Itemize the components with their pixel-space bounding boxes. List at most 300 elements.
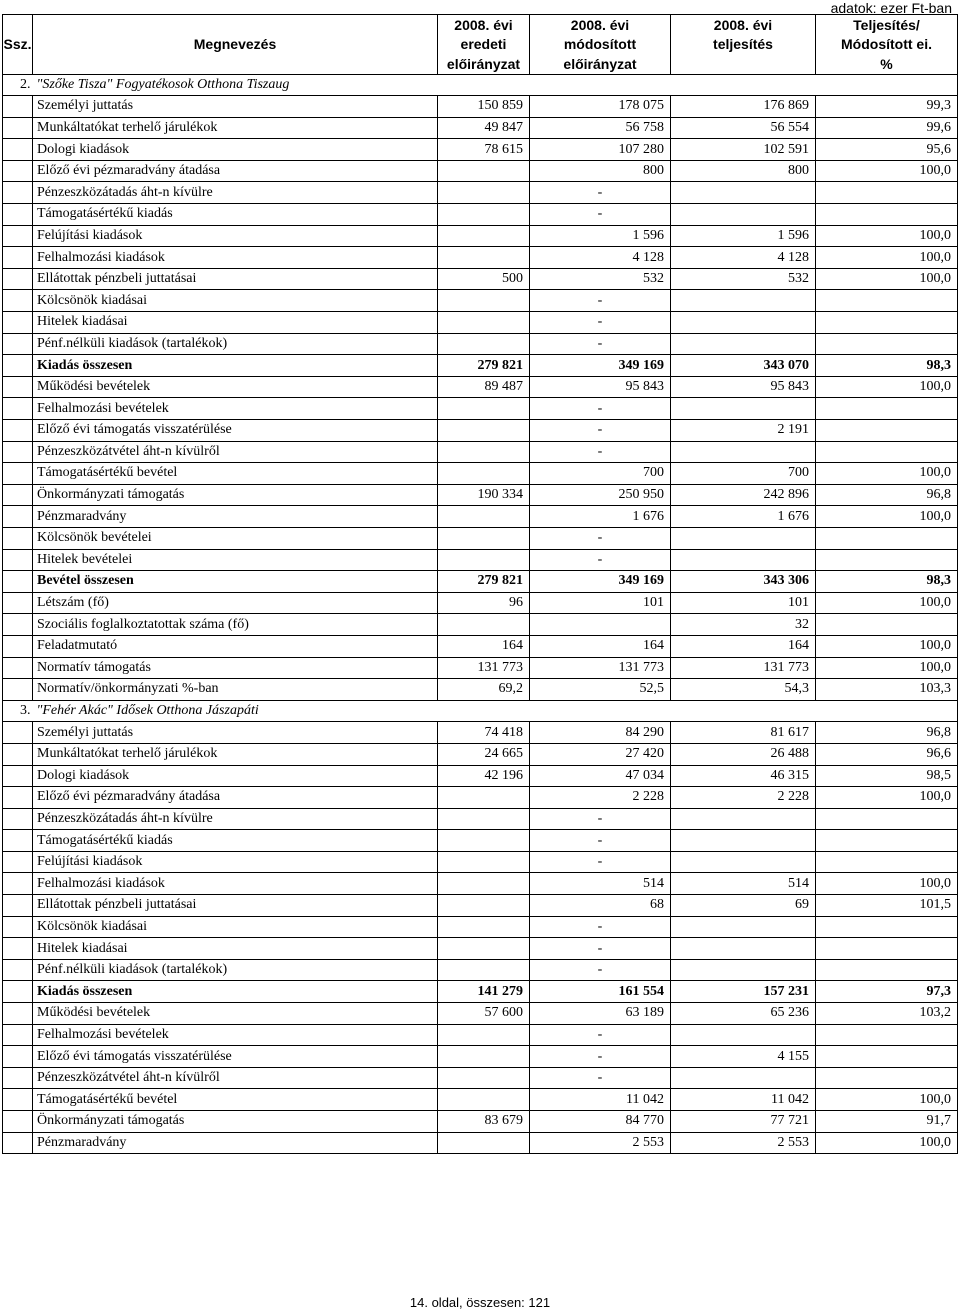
value-original: 190 334 [438, 484, 530, 506]
value-actual [671, 808, 816, 830]
value-actual [671, 851, 816, 873]
value-modified: - [530, 1046, 671, 1068]
value-percent [816, 938, 958, 960]
row-ssz-cell [3, 420, 33, 442]
header-name: Megnevezés [33, 35, 438, 55]
table-row [3, 1111, 958, 1133]
value-modified: 532 [530, 268, 671, 290]
row-ssz-cell [3, 657, 33, 679]
table-row [3, 312, 958, 334]
value-percent: 100,0 [816, 376, 958, 398]
table-row [3, 139, 958, 161]
value-modified: - [530, 420, 671, 442]
unit-note: adatok: ezer Ft-ban [830, 0, 952, 16]
header-col1-line2: eredeti [438, 35, 530, 55]
value-original: 141 279 [438, 981, 530, 1003]
value-actual: 77 721 [671, 1111, 816, 1133]
table-row [3, 592, 958, 614]
row-ssz-cell [3, 549, 33, 571]
value-modified: 2 228 [530, 787, 671, 809]
value-original: 74 418 [438, 722, 530, 744]
value-actual: 157 231 [671, 981, 816, 1003]
value-actual: 2 228 [671, 787, 816, 809]
row-ssz-cell [3, 916, 33, 938]
table-row [3, 981, 958, 1003]
value-original: 500 [438, 268, 530, 290]
row-name: Kiadás összesen [33, 355, 438, 377]
row-ssz-cell [3, 160, 33, 182]
value-modified: - [530, 527, 671, 549]
row-name: Támogatásértékű bevétel [33, 1089, 438, 1111]
value-modified: 161 554 [530, 981, 671, 1003]
value-original [438, 247, 530, 269]
value-modified: - [530, 959, 671, 981]
value-modified: 4 128 [530, 247, 671, 269]
value-percent [816, 398, 958, 420]
table-row [3, 959, 958, 981]
section-title: "Fehér Akác" Idősek Otthona Jászapáti [33, 700, 958, 722]
value-original [438, 1046, 530, 1068]
table-row [3, 873, 958, 895]
value-modified: - [530, 333, 671, 355]
value-percent: 100,0 [816, 268, 958, 290]
value-percent [816, 1024, 958, 1046]
row-ssz-cell [3, 290, 33, 312]
section-number: 2. [3, 74, 33, 96]
value-percent: 98,3 [816, 355, 958, 377]
value-actual [671, 204, 816, 226]
row-name: Előző évi támogatás visszatérülése [33, 420, 438, 442]
row-ssz-cell [3, 1111, 33, 1133]
table-row [3, 398, 958, 420]
header-col2-line2: módosított [530, 35, 671, 55]
table-row [3, 851, 958, 873]
value-percent: 101,5 [816, 895, 958, 917]
row-name: Normatív/önkormányzati %-ban [33, 679, 438, 701]
value-modified: 84 290 [530, 722, 671, 744]
value-original: 57 600 [438, 1003, 530, 1025]
value-actual [671, 549, 816, 571]
row-ssz-cell [3, 117, 33, 139]
value-modified: - [530, 808, 671, 830]
row-ssz-cell [3, 96, 33, 118]
value-modified: 349 169 [530, 571, 671, 593]
row-ssz-cell [3, 247, 33, 269]
value-modified: 95 843 [530, 376, 671, 398]
header-col3-line1: 2008. évi [671, 15, 816, 35]
value-original: 89 487 [438, 376, 530, 398]
row-name: Szociális foglalkoztatottak száma (fő) [33, 614, 438, 636]
row-ssz-cell [3, 1067, 33, 1089]
row-name: Felhalmozási kiadások [33, 873, 438, 895]
value-original [438, 506, 530, 528]
value-original [438, 420, 530, 442]
value-percent: 100,0 [816, 592, 958, 614]
table-row [3, 765, 958, 787]
value-percent [816, 333, 958, 355]
value-original: 69,2 [438, 679, 530, 701]
value-modified: 2 553 [530, 1132, 671, 1154]
table-row [3, 635, 958, 657]
value-percent [816, 959, 958, 981]
row-name: Pénf.nélküli kiadások (tartalékok) [33, 333, 438, 355]
table-row [3, 830, 958, 852]
value-original [438, 1089, 530, 1111]
table-row [3, 333, 958, 355]
row-ssz-cell [3, 376, 33, 398]
header-col1-line3: előirányzat [438, 54, 530, 74]
value-percent [816, 916, 958, 938]
row-name: Feladatmutató [33, 635, 438, 657]
value-original [438, 398, 530, 420]
value-actual [671, 830, 816, 852]
row-name: Hitelek kiadásai [33, 938, 438, 960]
table-row [3, 527, 958, 549]
value-actual: 532 [671, 268, 816, 290]
row-name: Pénf.nélküli kiadások (tartalékok) [33, 959, 438, 981]
row-name: Támogatásértékű kiadás [33, 830, 438, 852]
table-body [3, 74, 958, 1154]
value-actual: 65 236 [671, 1003, 816, 1025]
row-ssz-cell [3, 484, 33, 506]
value-modified: - [530, 182, 671, 204]
value-percent: 96,6 [816, 743, 958, 765]
value-modified: - [530, 938, 671, 960]
value-percent [816, 204, 958, 226]
row-name: Önkormányzati támogatás [33, 484, 438, 506]
value-actual: 131 773 [671, 657, 816, 679]
section-number: 3. [3, 700, 33, 722]
value-percent [816, 808, 958, 830]
header-col3-line2: teljesítés [671, 35, 816, 55]
row-name: Létszám (fő) [33, 592, 438, 614]
row-ssz-cell [3, 355, 33, 377]
table-row [3, 441, 958, 463]
value-original [438, 873, 530, 895]
row-ssz-cell [3, 808, 33, 830]
section-header-row [3, 700, 958, 722]
row-ssz-cell [3, 1046, 33, 1068]
row-ssz-cell [3, 225, 33, 247]
row-name: Felújítási kiadások [33, 225, 438, 247]
row-ssz-cell [3, 592, 33, 614]
value-original: 279 821 [438, 571, 530, 593]
value-actual [671, 1067, 816, 1089]
header-col2-line1: 2008. évi [530, 15, 671, 35]
header-col4-line2: Módosított ei. [816, 35, 958, 55]
value-actual [671, 312, 816, 334]
row-name: Dologi kiadások [33, 765, 438, 787]
value-original: 49 847 [438, 117, 530, 139]
value-actual: 1 676 [671, 506, 816, 528]
table-row [3, 916, 958, 938]
row-name: Bevétel összesen [33, 571, 438, 593]
value-modified: 101 [530, 592, 671, 614]
row-ssz-cell [3, 938, 33, 960]
row-name: Előző évi pézmaradvány átadása [33, 160, 438, 182]
value-percent [816, 527, 958, 549]
section-title: "Szőke Tisza" Fogyatékosok Otthona Tiszaug [33, 74, 958, 96]
row-ssz-cell [3, 527, 33, 549]
value-percent: 100,0 [816, 225, 958, 247]
value-modified: 131 773 [530, 657, 671, 679]
row-name: Személyi juttatás [33, 722, 438, 744]
value-original [438, 614, 530, 636]
value-actual [671, 938, 816, 960]
value-percent: 99,6 [816, 117, 958, 139]
table-row [3, 247, 958, 269]
value-original [438, 549, 530, 571]
table-row [3, 160, 958, 182]
value-percent: 100,0 [816, 463, 958, 485]
value-modified: 349 169 [530, 355, 671, 377]
row-ssz-cell [3, 1132, 33, 1154]
value-actual: 514 [671, 873, 816, 895]
value-percent: 100,0 [816, 506, 958, 528]
row-ssz-cell [3, 959, 33, 981]
value-original [438, 938, 530, 960]
row-ssz-cell [3, 830, 33, 852]
value-percent: 91,7 [816, 1111, 958, 1133]
table-row [3, 571, 958, 593]
table-row [3, 96, 958, 118]
header-ssz-blank-3 [3, 54, 33, 74]
value-actual [671, 527, 816, 549]
table-row [3, 1003, 958, 1025]
value-original: 131 773 [438, 657, 530, 679]
value-modified: - [530, 290, 671, 312]
value-actual: 56 554 [671, 117, 816, 139]
row-name: Pénzeszközátvétel áht-n kívülről [33, 441, 438, 463]
table-row [3, 614, 958, 636]
row-name: Felhalmozási kiadások [33, 247, 438, 269]
row-name: Ellátottak pénzbeli juttatásai [33, 895, 438, 917]
value-percent [816, 290, 958, 312]
row-name: Pénzeszközátvétel áht-n kívülről [33, 1067, 438, 1089]
value-original [438, 441, 530, 463]
row-name: Személyi juttatás [33, 96, 438, 118]
header-ssz-blank [3, 15, 33, 35]
value-actual: 11 042 [671, 1089, 816, 1111]
value-modified: 11 042 [530, 1089, 671, 1111]
value-actual: 700 [671, 463, 816, 485]
row-name: Támogatásértékű kiadás [33, 204, 438, 226]
value-actual: 102 591 [671, 139, 816, 161]
table-row [3, 117, 958, 139]
row-ssz-cell [3, 506, 33, 528]
value-modified: 107 280 [530, 139, 671, 161]
value-percent: 96,8 [816, 484, 958, 506]
value-percent: 95,6 [816, 139, 958, 161]
value-percent: 100,0 [816, 787, 958, 809]
row-ssz-cell [3, 981, 33, 1003]
header-col4-line1: Teljesítés/ [816, 15, 958, 35]
value-actual: 81 617 [671, 722, 816, 744]
value-original: 83 679 [438, 1111, 530, 1133]
row-name: Munkáltatókat terhelő járulékok [33, 743, 438, 765]
value-original: 42 196 [438, 765, 530, 787]
value-actual: 343 306 [671, 571, 816, 593]
value-actual: 176 869 [671, 96, 816, 118]
value-percent: 100,0 [816, 635, 958, 657]
row-name: Előző évi támogatás visszatérülése [33, 1046, 438, 1068]
value-original [438, 1132, 530, 1154]
value-original: 78 615 [438, 139, 530, 161]
row-name: Ellátottak pénzbeli juttatásai [33, 268, 438, 290]
table-row [3, 657, 958, 679]
value-modified: - [530, 851, 671, 873]
row-ssz-cell [3, 635, 33, 657]
row-ssz-cell [3, 1003, 33, 1025]
value-actual: 54,3 [671, 679, 816, 701]
table-row [3, 549, 958, 571]
row-name: Támogatásértékű bevétel [33, 463, 438, 485]
row-name: Hitelek bevételei [33, 549, 438, 571]
value-modified: 68 [530, 895, 671, 917]
table-row [3, 679, 958, 701]
row-ssz-cell [3, 312, 33, 334]
value-percent [816, 830, 958, 852]
table-row [3, 1024, 958, 1046]
value-modified: 514 [530, 873, 671, 895]
value-modified: - [530, 441, 671, 463]
row-name: Felhalmozási bevételek [33, 398, 438, 420]
value-modified: 164 [530, 635, 671, 657]
row-ssz-cell [3, 333, 33, 355]
row-ssz-cell [3, 895, 33, 917]
table-row [3, 204, 958, 226]
row-ssz-cell [3, 765, 33, 787]
row-ssz-cell [3, 1089, 33, 1111]
value-modified: 800 [530, 160, 671, 182]
table-row [3, 1089, 958, 1111]
value-percent [816, 851, 958, 873]
row-name: Pénzmaradvány [33, 1132, 438, 1154]
value-original: 279 821 [438, 355, 530, 377]
row-ssz-cell [3, 204, 33, 226]
table-row [3, 225, 958, 247]
value-percent: 100,0 [816, 657, 958, 679]
value-original [438, 160, 530, 182]
value-percent [816, 312, 958, 334]
row-name: Működési bevételek [33, 1003, 438, 1025]
row-name: Kölcsönök kiadásai [33, 916, 438, 938]
value-modified: 63 189 [530, 1003, 671, 1025]
row-ssz-cell [3, 722, 33, 744]
row-name: Pénzmaradvány [33, 506, 438, 528]
value-original [438, 1024, 530, 1046]
value-original: 24 665 [438, 743, 530, 765]
row-ssz-cell [3, 614, 33, 636]
value-actual: 2 553 [671, 1132, 816, 1154]
value-percent: 97,3 [816, 981, 958, 1003]
row-ssz-cell [3, 398, 33, 420]
value-modified [530, 614, 671, 636]
table-row [3, 420, 958, 442]
row-ssz-cell [3, 873, 33, 895]
table-row [3, 463, 958, 485]
value-modified: 27 420 [530, 743, 671, 765]
header-name-blank-3 [33, 54, 438, 74]
value-original [438, 851, 530, 873]
row-ssz-cell [3, 463, 33, 485]
value-actual: 32 [671, 614, 816, 636]
value-percent: 100,0 [816, 1089, 958, 1111]
value-modified: 1 676 [530, 506, 671, 528]
table-row [3, 722, 958, 744]
row-ssz-cell [3, 743, 33, 765]
value-original [438, 204, 530, 226]
value-actual [671, 441, 816, 463]
value-percent: 100,0 [816, 873, 958, 895]
value-actual: 4 128 [671, 247, 816, 269]
value-original [438, 830, 530, 852]
row-ssz-cell [3, 679, 33, 701]
table-row [3, 1132, 958, 1154]
row-name: Felújítási kiadások [33, 851, 438, 873]
table-row [3, 506, 958, 528]
value-original [438, 808, 530, 830]
value-actual: 1 596 [671, 225, 816, 247]
row-ssz-cell [3, 787, 33, 809]
value-percent [816, 549, 958, 571]
row-ssz-cell [3, 851, 33, 873]
header-name-blank [33, 15, 438, 35]
value-modified: - [530, 549, 671, 571]
value-percent: 100,0 [816, 1132, 958, 1154]
row-name: Felhalmozási bevételek [33, 1024, 438, 1046]
value-original [438, 527, 530, 549]
value-modified: 52,5 [530, 679, 671, 701]
value-original [438, 290, 530, 312]
value-actual: 2 191 [671, 420, 816, 442]
header-col3-line3 [671, 54, 816, 74]
row-ssz-cell [3, 268, 33, 290]
value-original [438, 333, 530, 355]
table-row [3, 1067, 958, 1089]
table-row [3, 938, 958, 960]
row-name: Kölcsönök kiadásai [33, 290, 438, 312]
value-actual: 164 [671, 635, 816, 657]
value-percent: 103,2 [816, 1003, 958, 1025]
header-col1-line1: 2008. évi [438, 15, 530, 35]
value-original [438, 916, 530, 938]
row-name: Pénzeszközátadás áht-n kívülre [33, 808, 438, 830]
row-name: Hitelek kiadásai [33, 312, 438, 334]
row-name: Önkormányzati támogatás [33, 1111, 438, 1133]
value-actual: 800 [671, 160, 816, 182]
value-percent [816, 1067, 958, 1089]
row-name: Kiadás összesen [33, 981, 438, 1003]
table-row [3, 895, 958, 917]
value-percent [816, 1046, 958, 1068]
value-original: 96 [438, 592, 530, 614]
row-ssz-cell [3, 571, 33, 593]
header-ssz: Ssz. [3, 36, 32, 53]
value-modified: - [530, 1024, 671, 1046]
value-modified: 700 [530, 463, 671, 485]
value-modified: - [530, 204, 671, 226]
value-original [438, 959, 530, 981]
row-name: Dologi kiadások [33, 139, 438, 161]
value-modified: - [530, 830, 671, 852]
page-footer: 14. oldal, összesen: 121 [409, 1295, 551, 1310]
value-modified: - [530, 1067, 671, 1089]
value-actual: 69 [671, 895, 816, 917]
value-actual [671, 333, 816, 355]
table-row [3, 743, 958, 765]
value-percent [816, 182, 958, 204]
